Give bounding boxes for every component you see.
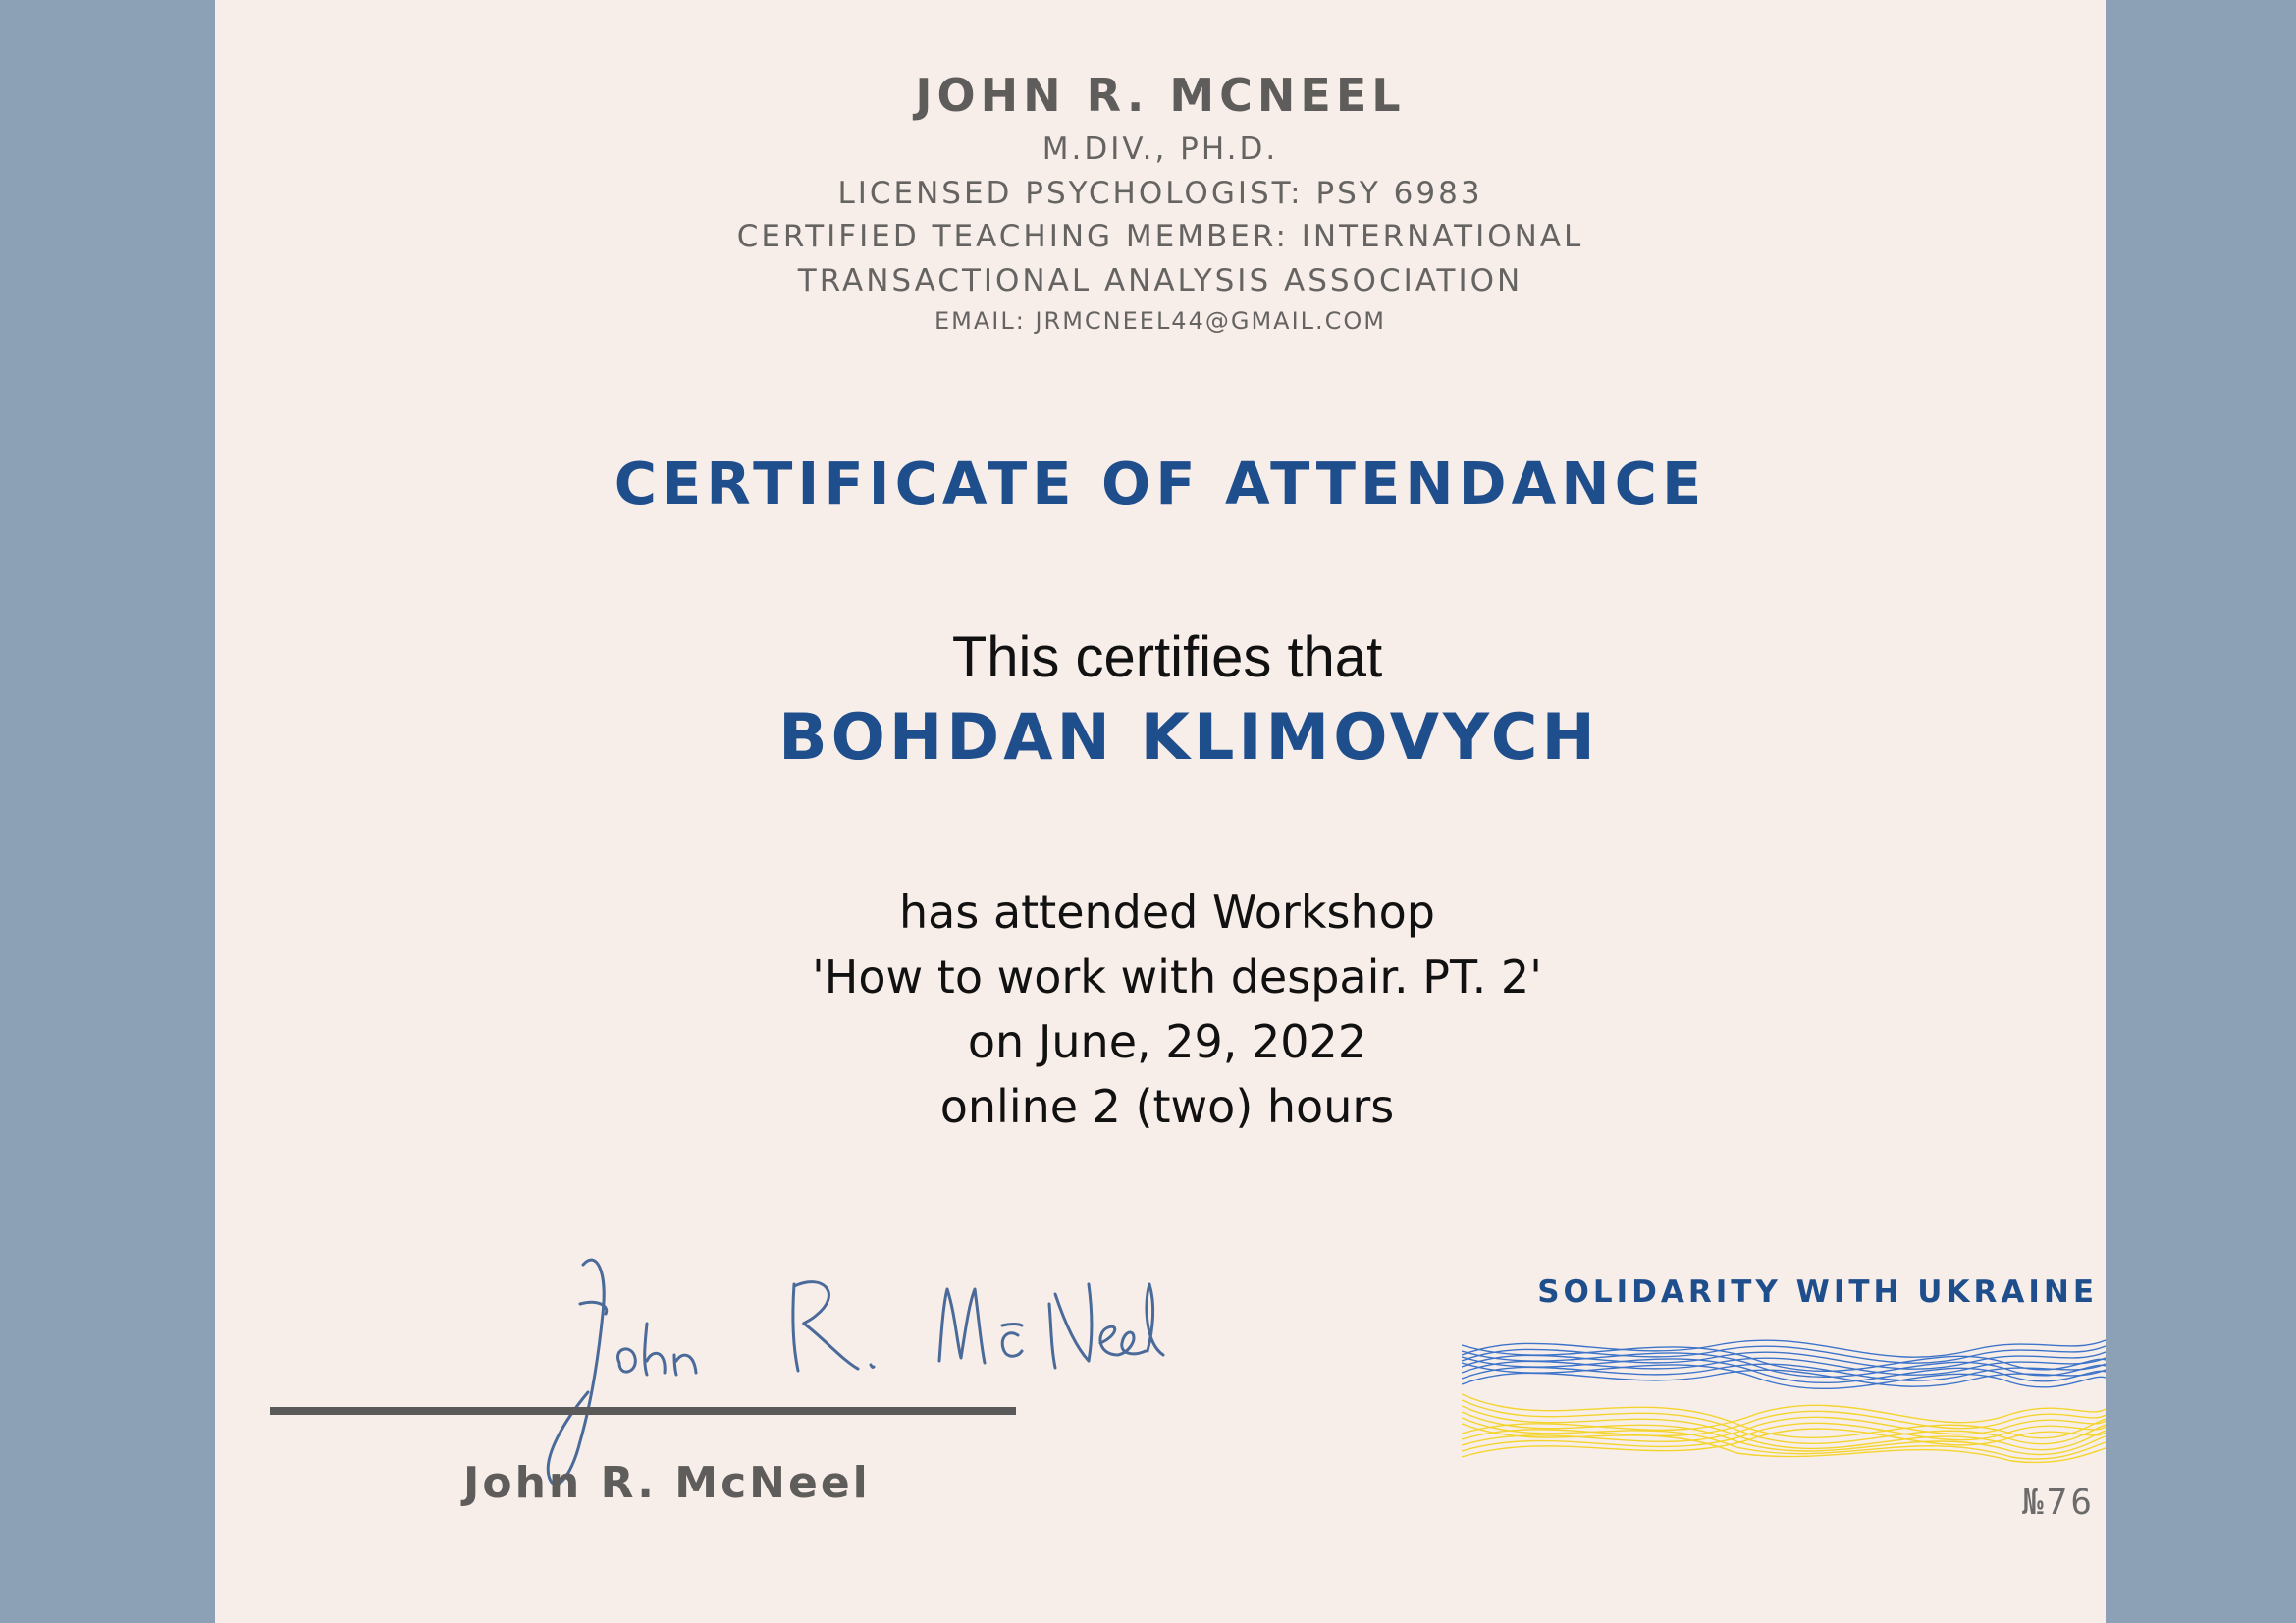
author-email: EMAIL: JRMCNEEL44@GMAIL.COM	[934, 307, 1387, 335]
workshop-title: 'How to work with despair. PT. 2'	[812, 950, 1542, 1003]
attendance-line: has attended Workshop	[899, 886, 1435, 939]
workshop-duration: online 2 (two) hours	[939, 1080, 1395, 1133]
recipient-name: BOHDAN KLIMOVYCH	[778, 701, 1599, 775]
certifies-text: This certifies that	[951, 625, 1383, 689]
signature-line	[270, 1407, 1016, 1415]
author-license: LICENSED PSYCHOLOGIST: PSY 6983	[837, 176, 1483, 211]
author-certification-line-1: CERTIFIED TEACHING MEMBER: INTERNATIONAL	[736, 219, 1584, 254]
solidarity-text: SOLIDARITY WITH UKRAINE	[1537, 1274, 2098, 1310]
workshop-date: on June, 29, 2022	[967, 1015, 1367, 1068]
certificate-number: №76	[2021, 1483, 2095, 1523]
certificate-title: CERTIFICATE OF ATTENDANCE	[614, 450, 1707, 517]
author-certification-line-2: TRANSACTIONAL ANALYSIS ASSOCIATION	[797, 263, 1523, 298]
signer-name: John R. McNeel	[463, 1458, 871, 1508]
certificate-sheet	[215, 0, 2106, 1623]
ukraine-wave-graphic	[1462, 1316, 2106, 1473]
author-degrees: M.DIV., PH.D.	[1041, 132, 1279, 167]
author-name: JOHN R. MCNEEL	[915, 69, 1406, 122]
